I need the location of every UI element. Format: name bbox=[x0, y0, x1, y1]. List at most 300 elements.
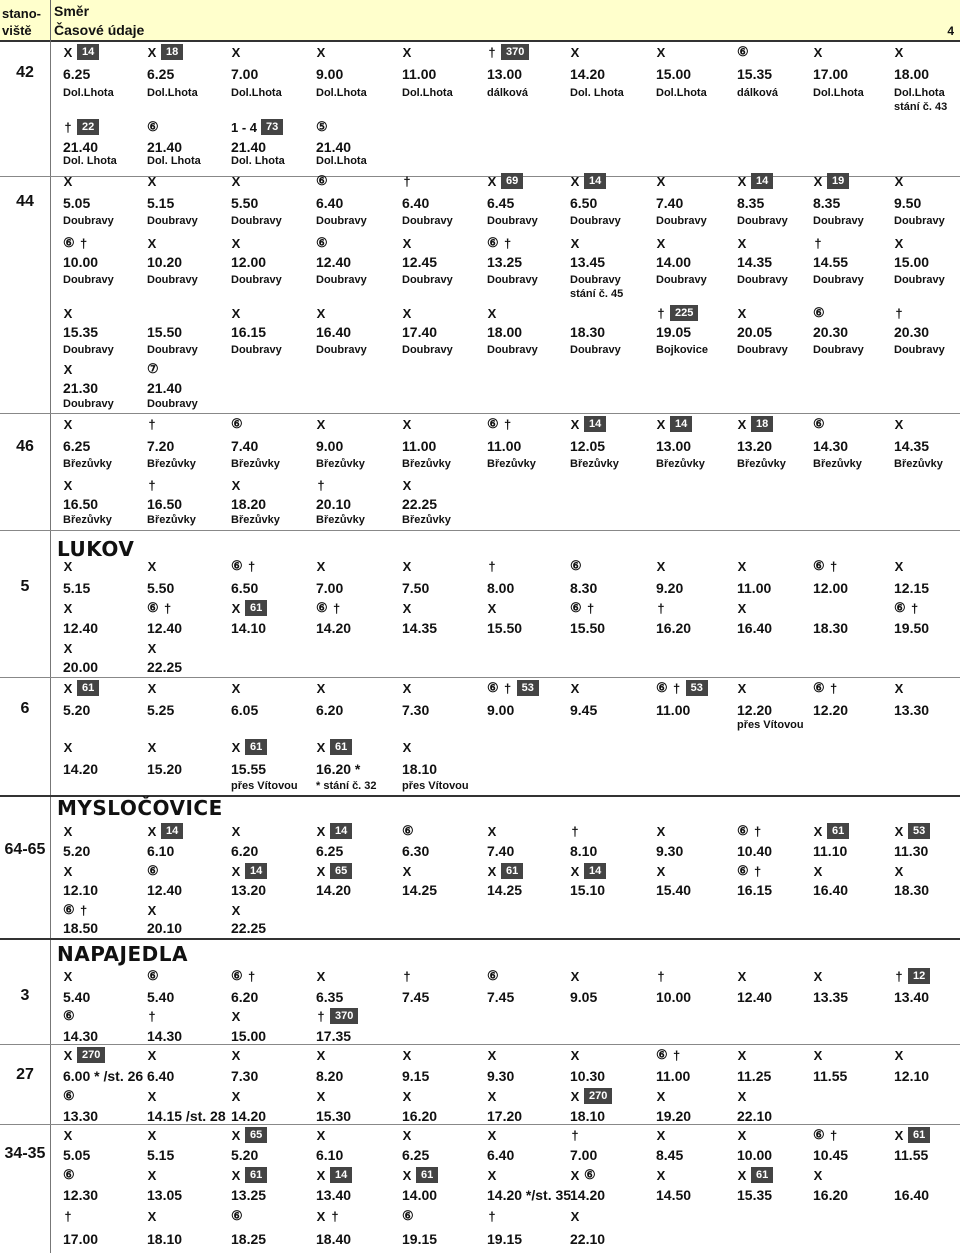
service-symbol: † bbox=[895, 968, 903, 984]
service-symbol: X bbox=[737, 600, 747, 616]
departure-time: 6.25 bbox=[402, 1147, 430, 1163]
service-markers bbox=[231, 966, 257, 986]
service-markers bbox=[402, 1045, 412, 1065]
service-markers bbox=[570, 598, 596, 618]
service-symbol: X bbox=[656, 1167, 666, 1183]
service-symbol: X bbox=[402, 680, 412, 696]
service-symbol: ⑥ bbox=[570, 600, 582, 615]
service-symbol: X bbox=[894, 235, 904, 251]
destination-note: Doubravy bbox=[231, 215, 282, 227]
stop-number: 42 bbox=[16, 64, 34, 81]
service-symbol: ⑥ bbox=[231, 416, 243, 431]
destination-note: Dol.Lhota bbox=[656, 87, 707, 99]
departure-time: 20.30 bbox=[894, 324, 930, 340]
service-symbol: X bbox=[231, 1127, 241, 1143]
departure-time: 14.25 bbox=[402, 882, 438, 898]
departure-time: 9.45 bbox=[570, 702, 598, 718]
departure-time: 12.40 bbox=[147, 882, 183, 898]
service-markers bbox=[316, 1086, 326, 1106]
service-markers bbox=[316, 233, 328, 253]
service-symbol: ⑥ bbox=[147, 863, 159, 878]
departure-time: 17.40 bbox=[402, 324, 438, 340]
service-symbol: ⑥ bbox=[584, 1167, 596, 1182]
line-variant-badge: 73 bbox=[261, 119, 283, 135]
service-symbol: † bbox=[504, 235, 512, 251]
service-markers bbox=[231, 117, 283, 137]
service-markers bbox=[570, 678, 580, 698]
service-symbol: X bbox=[231, 739, 241, 755]
service-symbol: X bbox=[147, 1167, 157, 1183]
departure-time: 5.15 bbox=[147, 1147, 175, 1163]
departure-time: 14.00 bbox=[402, 1187, 438, 1203]
destination-note: Dol.Lhota bbox=[813, 87, 864, 99]
service-markers bbox=[402, 1165, 438, 1185]
destination-note: Doubravy bbox=[147, 274, 198, 286]
service-symbol: X bbox=[63, 558, 73, 574]
departure-time: 6.45 bbox=[487, 195, 515, 211]
line-variant-badge: 61 bbox=[827, 823, 849, 839]
departure-time: 6.20 bbox=[316, 702, 344, 718]
departure-time: 9.00 bbox=[487, 702, 515, 718]
departure-time: 16.20 bbox=[813, 1187, 849, 1203]
stop-number: 46 bbox=[16, 438, 34, 455]
departure-time: 21.40 bbox=[231, 139, 267, 155]
departure-time: 13.35 bbox=[813, 989, 849, 1005]
departure-time: 13.25 bbox=[231, 1187, 267, 1203]
service-markers bbox=[737, 598, 747, 618]
departure-time: 13.25 bbox=[487, 254, 523, 270]
departure-time: 11.30 bbox=[894, 843, 929, 859]
service-markers bbox=[894, 821, 930, 841]
service-symbol: X bbox=[894, 1127, 904, 1143]
service-symbol: X bbox=[813, 863, 823, 879]
service-markers bbox=[316, 171, 328, 191]
service-markers bbox=[737, 414, 773, 434]
departure-time: 14.20 bbox=[570, 1187, 606, 1203]
service-markers bbox=[656, 414, 692, 434]
service-symbol: ⑥ bbox=[63, 1167, 75, 1182]
departure-time: 19.50 bbox=[894, 620, 930, 636]
departure-time: 20.10 bbox=[147, 920, 183, 936]
service-markers bbox=[147, 821, 183, 841]
service-markers bbox=[147, 1125, 157, 1145]
departure-time: 15.50 bbox=[570, 620, 606, 636]
service-symbol: X bbox=[487, 600, 497, 616]
service-symbol: X bbox=[894, 416, 904, 432]
service-symbol: X bbox=[656, 823, 666, 839]
departure-time: 12.00 bbox=[231, 254, 267, 270]
service-symbol: X bbox=[231, 235, 241, 251]
service-markers bbox=[63, 171, 73, 191]
departure-time: 12.15 bbox=[894, 580, 930, 596]
departure-time: 19.15 bbox=[402, 1231, 438, 1247]
service-symbol: X bbox=[894, 44, 904, 60]
service-markers bbox=[231, 556, 257, 576]
departure-time: 14.30 bbox=[63, 1028, 99, 1044]
service-symbol: ⑥ bbox=[231, 1208, 243, 1223]
departure-time: 11.25 bbox=[737, 1068, 772, 1084]
service-markers bbox=[894, 598, 920, 618]
departure-time: 15.50 bbox=[487, 620, 523, 636]
departure-time: 13.00 bbox=[487, 66, 523, 82]
service-symbol: X bbox=[231, 173, 241, 189]
departure-time: 7.45 bbox=[402, 989, 430, 1005]
line-variant-badge: 65 bbox=[330, 863, 352, 879]
stop-number: 27 bbox=[16, 1066, 34, 1083]
service-symbol: X bbox=[63, 173, 73, 189]
line-variant-badge: 14 bbox=[670, 416, 692, 432]
line-variant-badge: 61 bbox=[245, 1167, 267, 1183]
departure-time: 6.30 bbox=[402, 843, 430, 859]
service-markers bbox=[231, 414, 243, 434]
service-markers bbox=[894, 678, 904, 698]
destination-note: Březůvky bbox=[402, 514, 451, 526]
departure-time: 16.15 bbox=[737, 882, 773, 898]
service-markers bbox=[894, 861, 904, 881]
direction-header: Směr bbox=[54, 3, 90, 19]
service-symbol: ⑥ bbox=[147, 600, 159, 615]
service-markers bbox=[231, 678, 241, 698]
departure-time: 18.10 bbox=[147, 1231, 183, 1247]
service-markers bbox=[570, 821, 580, 841]
departure-time: 15.50 bbox=[147, 324, 183, 340]
departure-time: 7.40 bbox=[231, 438, 259, 454]
destination-note: Doubravy bbox=[570, 274, 621, 286]
line-variant-badge: 22 bbox=[77, 119, 99, 135]
service-symbol: X bbox=[316, 968, 326, 984]
service-markers bbox=[63, 598, 73, 618]
service-markers bbox=[487, 42, 529, 62]
departure-time: 5.05 bbox=[63, 1147, 91, 1163]
service-symbol: X bbox=[487, 1127, 497, 1143]
service-symbol: X bbox=[570, 968, 580, 984]
service-markers bbox=[656, 861, 666, 881]
service-markers bbox=[63, 359, 73, 379]
service-symbol: X bbox=[737, 305, 747, 321]
departure-time: 6.25 bbox=[63, 438, 91, 454]
service-markers bbox=[570, 1045, 580, 1065]
service-symbol: † bbox=[64, 1208, 72, 1224]
service-symbol: ⑥ bbox=[813, 680, 825, 695]
line-variant-badge: 370 bbox=[501, 44, 529, 60]
service-symbol: X bbox=[894, 863, 904, 879]
service-symbol: ⑥ bbox=[737, 44, 749, 59]
departure-time: 11.55 bbox=[813, 1068, 848, 1084]
service-markers bbox=[656, 233, 666, 253]
departure-time: 14.50 bbox=[656, 1187, 692, 1203]
destination-note: Doubravy bbox=[147, 215, 198, 227]
departure-time: 16.20 * bbox=[316, 761, 361, 777]
section-title: LUKOV bbox=[57, 537, 135, 561]
service-symbol: † bbox=[488, 44, 496, 60]
departure-time: 19.05 bbox=[656, 324, 692, 340]
line-variant-badge: 370 bbox=[330, 1008, 358, 1024]
service-markers bbox=[656, 556, 666, 576]
departure-time: 15.20 bbox=[147, 761, 183, 777]
service-symbol: † bbox=[754, 823, 762, 839]
service-markers bbox=[147, 737, 157, 757]
service-symbol: X bbox=[231, 305, 241, 321]
destination-note: Dol.Lhota bbox=[63, 87, 114, 99]
service-symbol: † bbox=[911, 600, 919, 616]
service-markers bbox=[63, 1165, 75, 1185]
service-markers bbox=[487, 303, 497, 323]
service-symbol: X bbox=[231, 1088, 241, 1104]
departure-time: 5.40 bbox=[63, 989, 91, 1005]
departure-time: 14.25 bbox=[487, 882, 523, 898]
service-symbol: † bbox=[814, 235, 822, 251]
service-markers bbox=[316, 1045, 326, 1065]
service-markers bbox=[147, 678, 157, 698]
service-symbol: X bbox=[402, 1088, 412, 1104]
service-symbol: X bbox=[737, 416, 747, 432]
service-markers bbox=[147, 1086, 157, 1106]
destination-note: Březůvky bbox=[656, 458, 705, 470]
service-symbol: X bbox=[402, 1127, 412, 1143]
departure-time: 10.00 bbox=[737, 1147, 773, 1163]
service-symbol: X bbox=[316, 305, 326, 321]
departure-time: 7.30 bbox=[231, 1068, 259, 1084]
service-symbol: X bbox=[231, 1008, 241, 1024]
destination-note: Doubravy bbox=[570, 344, 621, 356]
departure-time: 16.50 bbox=[147, 496, 183, 512]
service-markers bbox=[316, 861, 352, 881]
departure-time: 18.00 bbox=[894, 66, 930, 82]
service-symbol: X bbox=[570, 416, 580, 432]
service-markers bbox=[147, 414, 157, 434]
departure-time: 12.10 bbox=[63, 882, 99, 898]
service-symbol: X bbox=[63, 477, 73, 493]
destination-note: Doubravy bbox=[316, 274, 367, 286]
service-symbol: ⑥ bbox=[316, 600, 328, 615]
departure-time: 7.40 bbox=[487, 843, 515, 859]
departure-time: 7.45 bbox=[487, 989, 515, 1005]
service-symbol: X bbox=[402, 44, 412, 60]
departure-time: 5.40 bbox=[147, 989, 175, 1005]
destination-note: přes Vítovou bbox=[231, 780, 298, 792]
service-markers bbox=[894, 303, 904, 323]
service-markers bbox=[402, 171, 412, 191]
destination-note: Březůvky bbox=[894, 458, 943, 470]
destination-note: Březůvky bbox=[737, 458, 786, 470]
service-markers bbox=[656, 966, 666, 986]
departure-time: 10.00 bbox=[656, 989, 692, 1005]
departure-time: 5.20 bbox=[63, 843, 91, 859]
service-markers bbox=[656, 1086, 666, 1106]
departure-time: 12.40 bbox=[147, 620, 183, 636]
departure-time: 19.20 bbox=[656, 1108, 692, 1124]
departure-time: 22.25 bbox=[147, 659, 183, 675]
departure-time: 16.20 bbox=[402, 1108, 438, 1124]
departure-time: 12.05 bbox=[570, 438, 606, 454]
service-symbol: X bbox=[570, 235, 580, 251]
service-symbol: X bbox=[63, 739, 73, 755]
stop-number: 34-35 bbox=[4, 1145, 46, 1162]
service-symbol: X bbox=[487, 173, 497, 189]
service-markers bbox=[737, 171, 773, 191]
line-variant-badge: 53 bbox=[517, 680, 539, 696]
line-variant-badge: 61 bbox=[77, 680, 99, 696]
departure-time: 18.10 bbox=[402, 761, 438, 777]
service-symbol: † bbox=[488, 558, 496, 574]
service-markers bbox=[656, 1125, 666, 1145]
destination-note: Březůvky bbox=[147, 514, 196, 526]
service-symbol: X bbox=[570, 1088, 580, 1104]
service-symbol: ⑥ bbox=[656, 1047, 668, 1062]
service-markers bbox=[402, 1206, 414, 1226]
destination-note: Březůvky bbox=[570, 458, 619, 470]
destination-note: Dol.Lhota bbox=[147, 87, 198, 99]
service-symbol: X bbox=[231, 600, 241, 616]
service-symbol: † bbox=[571, 823, 579, 839]
service-symbol: X bbox=[147, 823, 157, 839]
destination-note: Dol.Lhota bbox=[316, 87, 367, 99]
departure-time: 11.00 bbox=[656, 702, 691, 718]
service-markers bbox=[147, 233, 157, 253]
service-symbol: X bbox=[487, 1047, 497, 1063]
departure-time: 7.30 bbox=[402, 702, 430, 718]
service-symbol: ⑦ bbox=[147, 361, 159, 376]
service-symbol: ⑥ bbox=[737, 863, 749, 878]
departure-time: 19.15 bbox=[487, 1231, 523, 1247]
departure-time: 8.35 bbox=[737, 195, 765, 211]
service-markers bbox=[570, 414, 606, 434]
service-markers bbox=[316, 821, 352, 841]
destination-note: Březůvky bbox=[402, 458, 451, 470]
service-symbol: X bbox=[316, 863, 326, 879]
departure-time: 13.05 bbox=[147, 1187, 183, 1203]
departure-time: 10.30 bbox=[570, 1068, 606, 1084]
service-symbol: X bbox=[231, 680, 241, 696]
departure-time: 11.00 bbox=[402, 438, 437, 454]
departure-time: 18.00 bbox=[487, 324, 523, 340]
departure-time: 8.45 bbox=[656, 1147, 684, 1163]
departure-time: 12.40 bbox=[737, 989, 773, 1005]
destination-note: Doubravy bbox=[737, 274, 788, 286]
departure-time: 15.40 bbox=[656, 882, 692, 898]
departure-time: 15.10 bbox=[570, 882, 606, 898]
service-markers bbox=[813, 1045, 823, 1065]
service-symbol: ⑥ bbox=[316, 173, 328, 188]
service-markers bbox=[63, 861, 73, 881]
stop-number: 3 bbox=[20, 987, 30, 1004]
service-symbol: † bbox=[248, 558, 256, 574]
service-markers bbox=[656, 1165, 666, 1185]
destination-note: Dol. Lhota bbox=[147, 155, 201, 167]
service-symbol: ⑥ bbox=[63, 1008, 75, 1023]
service-markers bbox=[487, 966, 499, 986]
service-symbol: X bbox=[63, 1047, 73, 1063]
destination-note: Doubravy bbox=[570, 215, 621, 227]
departure-time: 6.20 bbox=[231, 843, 259, 859]
service-symbol: X bbox=[316, 680, 326, 696]
service-symbol: † bbox=[148, 416, 156, 432]
service-markers bbox=[231, 1206, 243, 1226]
line-variant-badge: 61 bbox=[416, 1167, 438, 1183]
service-symbol: X bbox=[656, 558, 666, 574]
service-markers bbox=[487, 1086, 497, 1106]
service-markers bbox=[316, 1125, 326, 1145]
departure-time: 13.20 bbox=[231, 882, 267, 898]
departure-time: 7.00 bbox=[316, 580, 344, 596]
line-variant-badge: 18 bbox=[161, 44, 183, 60]
service-markers bbox=[737, 821, 763, 841]
service-markers bbox=[63, 303, 73, 323]
service-symbol: X bbox=[737, 680, 747, 696]
service-markers bbox=[316, 556, 326, 576]
service-markers bbox=[402, 414, 412, 434]
times-header: Časové údaje bbox=[54, 22, 145, 38]
service-symbol: † bbox=[571, 1127, 579, 1143]
departure-time: 14.20 bbox=[316, 882, 352, 898]
departure-time: 6.25 bbox=[147, 66, 175, 82]
service-markers bbox=[813, 678, 839, 698]
line-variant-badge: 14 bbox=[161, 823, 183, 839]
departure-time: 12.20 bbox=[813, 702, 849, 718]
service-markers bbox=[316, 42, 326, 62]
service-markers bbox=[316, 1006, 358, 1026]
service-symbol: X bbox=[231, 863, 241, 879]
service-markers bbox=[487, 821, 497, 841]
service-symbol: X bbox=[63, 361, 73, 377]
service-markers bbox=[63, 1125, 73, 1145]
service-markers bbox=[570, 42, 580, 62]
service-markers bbox=[813, 171, 849, 191]
line-variant-badge: 61 bbox=[751, 1167, 773, 1183]
departure-time: 9.30 bbox=[656, 843, 684, 859]
service-markers bbox=[737, 1165, 773, 1185]
departure-time: 9.30 bbox=[487, 1068, 515, 1084]
departure-time: 15.35 bbox=[737, 66, 773, 82]
service-symbol: † bbox=[830, 680, 838, 696]
departure-time: 14.20 bbox=[570, 66, 606, 82]
destination-note: Doubravy bbox=[63, 274, 114, 286]
service-symbol: X bbox=[147, 44, 157, 60]
departure-time: 11.00 bbox=[487, 438, 522, 454]
departure-time: 14.35 bbox=[402, 620, 438, 636]
departure-time: 9.50 bbox=[894, 195, 922, 211]
destination-note: Doubravy bbox=[316, 344, 367, 356]
departure-time: 17.35 bbox=[316, 1028, 352, 1044]
service-markers bbox=[570, 1125, 580, 1145]
destination-note: Doubravy bbox=[737, 215, 788, 227]
service-markers bbox=[147, 556, 157, 576]
line-variant-badge: 61 bbox=[908, 1127, 930, 1143]
service-markers bbox=[231, 1165, 267, 1185]
departure-time: 14.30 bbox=[813, 438, 849, 454]
service-markers bbox=[656, 598, 666, 618]
service-markers bbox=[737, 966, 747, 986]
service-markers bbox=[147, 900, 157, 920]
departure-time: 16.15 bbox=[231, 324, 267, 340]
departure-time: 5.20 bbox=[231, 1147, 259, 1163]
service-markers bbox=[737, 42, 749, 62]
service-markers bbox=[316, 1165, 352, 1185]
service-markers bbox=[656, 303, 698, 323]
service-symbol: X bbox=[147, 558, 157, 574]
stop-number: 6 bbox=[20, 700, 30, 717]
service-symbol: X bbox=[147, 1088, 157, 1104]
departure-time: 6.25 bbox=[316, 843, 344, 859]
line-variant-badge: 270 bbox=[584, 1088, 612, 1104]
destination-note: Doubravy bbox=[894, 344, 945, 356]
destination-note: Doubravy bbox=[231, 274, 282, 286]
departure-time: 17.00 bbox=[813, 66, 849, 82]
departure-time: 7.50 bbox=[402, 580, 430, 596]
departure-time: 22.10 bbox=[570, 1231, 606, 1247]
service-symbol: † bbox=[403, 968, 411, 984]
service-symbol: X bbox=[570, 1167, 580, 1183]
